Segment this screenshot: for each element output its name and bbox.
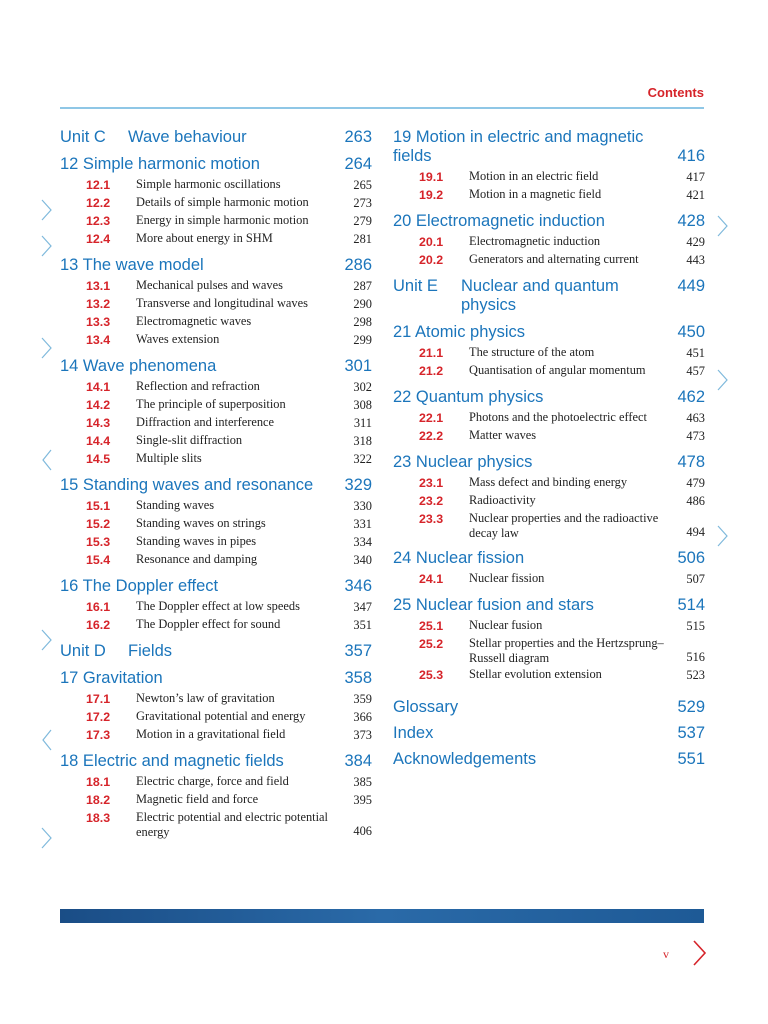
chapter-page: 329 (344, 476, 372, 494)
section-page: 421 (686, 188, 705, 202)
unit-title: Wave behaviour (128, 128, 247, 146)
section-title: Diffraction and interference (136, 415, 275, 429)
chapter-page: 286 (344, 256, 372, 274)
section-title: Standing waves in pipes (136, 534, 257, 548)
section-page: 366 (353, 710, 372, 724)
chapter-title: 25 Nuclear fusion and stars (393, 596, 594, 614)
section-page: 279 (353, 214, 372, 228)
section-row[interactable] (393, 510, 705, 541)
section-number: 14.2 (86, 398, 111, 412)
chapter-heading[interactable] (393, 453, 705, 472)
section-list (60, 176, 372, 248)
section-title: The Doppler effect at low speeds (136, 599, 300, 613)
section-title: Electromagnetic waves (136, 314, 252, 328)
section-page: 479 (686, 476, 705, 490)
unit-page: 357 (344, 642, 372, 660)
section-row[interactable] (60, 533, 372, 551)
chapter-heading[interactable] (393, 549, 705, 568)
chapter-title: 17 Gravitation (60, 669, 163, 687)
section-number: 20.1 (419, 235, 444, 249)
section-number: 17.1 (86, 692, 111, 706)
section-row[interactable] (60, 726, 372, 744)
section-row[interactable] (60, 432, 372, 450)
section-page: 331 (353, 517, 372, 531)
section-page: 334 (353, 535, 372, 549)
section-title: Gravitational potential and energy (136, 709, 306, 723)
page-header-title: Contents (647, 85, 704, 100)
section-title: Newton’s law of gravitation (136, 691, 275, 705)
section-title: Stellar evolution extension (469, 667, 602, 681)
section-number: 12.3 (86, 214, 111, 228)
unit-label: Unit D (60, 642, 106, 660)
section-list (393, 344, 705, 380)
section-title: More about energy in SHM (136, 231, 273, 245)
back-matter-entry[interactable] (393, 720, 705, 746)
section-title: Multiple slits (136, 451, 202, 465)
section-row[interactable] (60, 773, 372, 791)
section-number: 13.2 (86, 297, 111, 311)
unit-title: Fields (128, 642, 173, 660)
section-title: Motion in a gravitational field (136, 727, 286, 741)
section-row[interactable] (60, 791, 372, 809)
section-list (393, 168, 705, 204)
chapter-page: 506 (677, 549, 705, 567)
section-page: 417 (686, 170, 705, 184)
chapter-title: 16 The Doppler effect (60, 577, 219, 595)
section-title: Mass defect and binding energy (469, 475, 628, 489)
section-page: 523 (686, 668, 705, 682)
margin-chevron-icon (716, 368, 730, 392)
unit-page: 449 (677, 277, 705, 295)
section-number: 20.2 (419, 253, 444, 267)
chapter-page: 346 (344, 577, 372, 595)
section-number: 19.2 (419, 188, 444, 202)
section-number: 25.1 (419, 619, 444, 633)
section-number: 22.2 (419, 429, 444, 443)
section-page: 322 (353, 452, 372, 466)
unit-heading[interactable] (60, 128, 372, 147)
section-page: 273 (353, 196, 372, 210)
chapter-page: 264 (344, 155, 372, 173)
chapter-heading[interactable] (393, 323, 705, 342)
section-row[interactable] (60, 551, 372, 569)
section-page: 290 (353, 297, 372, 311)
section-row[interactable] (393, 427, 705, 445)
section-number: 15.3 (86, 535, 111, 549)
section-page: 318 (353, 434, 372, 448)
section-number: 12.4 (86, 232, 111, 246)
section-page: 340 (353, 553, 372, 567)
section-title: Radioactivity (469, 493, 536, 507)
section-row[interactable] (393, 251, 705, 269)
section-title: Reflection and refraction (136, 379, 260, 393)
section-row[interactable] (60, 378, 372, 396)
section-number: 13.4 (86, 333, 111, 347)
section-number: 12.1 (86, 178, 111, 192)
footer-bar (60, 909, 704, 923)
section-number: 25.3 (419, 668, 444, 682)
section-page: 302 (353, 380, 372, 394)
chapter-title: 14 Wave phenomena (60, 357, 217, 375)
section-title: Nuclear fission (469, 571, 545, 585)
section-number: 14.3 (86, 416, 111, 430)
unit-title: Nuclear and quantum physics (461, 277, 619, 314)
section-page: 457 (686, 364, 705, 378)
section-number: 13.3 (86, 315, 111, 329)
section-page: 516 (686, 650, 705, 664)
back-matter-page: 551 (677, 750, 705, 768)
section-title: Simple harmonic oscillations (136, 177, 281, 191)
section-page: 451 (686, 346, 705, 360)
section-row[interactable] (60, 515, 372, 533)
section-number: 16.2 (86, 618, 111, 632)
section-row[interactable] (60, 708, 372, 726)
chapter-page: 384 (344, 752, 372, 770)
chapter-title: 18 Electric and magnetic fields (60, 752, 284, 770)
section-page: 385 (353, 775, 372, 789)
chapter-page: 301 (344, 357, 372, 375)
section-number: 15.2 (86, 517, 111, 531)
section-list (60, 773, 372, 840)
section-page: 311 (353, 416, 372, 430)
back-matter-title: Index (393, 724, 434, 742)
section-title: Photons and the photoelectric effect (469, 410, 648, 424)
section-row[interactable] (393, 635, 705, 666)
page-number: v (663, 947, 669, 961)
unit-label: Unit E (393, 277, 438, 295)
section-list (393, 409, 705, 445)
section-row[interactable] (60, 194, 372, 212)
section-row[interactable] (60, 396, 372, 414)
section-title: The structure of the atom (469, 345, 595, 359)
section-number: 15.4 (86, 553, 111, 567)
chapter-heading[interactable] (393, 596, 705, 615)
margin-chevron-icon (40, 198, 54, 222)
section-title: Standing waves on strings (136, 516, 266, 530)
back-matter-page: 537 (677, 724, 705, 742)
chapter-heading[interactable] (393, 128, 705, 166)
chapter-page: 428 (677, 212, 705, 230)
chapter-heading[interactable] (393, 212, 705, 231)
section-title: Mechanical pulses and waves (136, 278, 283, 292)
section-number: 23.1 (419, 476, 444, 490)
chapter-heading[interactable] (60, 669, 372, 688)
section-number: 15.1 (86, 499, 111, 513)
section-row[interactable] (393, 362, 705, 380)
next-page-arrow-icon[interactable] (690, 938, 710, 968)
unit-page: 263 (344, 128, 372, 146)
section-page: 347 (353, 600, 372, 614)
section-page: 373 (353, 728, 372, 742)
section-number: 24.1 (419, 572, 444, 586)
section-page: 287 (353, 279, 372, 293)
contents-right-column (393, 128, 705, 772)
section-row[interactable] (393, 570, 705, 588)
section-row[interactable] (60, 295, 372, 313)
section-page: 330 (353, 499, 372, 513)
section-title: Magnetic field and force (136, 792, 259, 806)
section-page: 443 (686, 253, 705, 267)
section-number: 13.1 (86, 279, 111, 293)
section-row[interactable] (60, 176, 372, 194)
section-row[interactable] (393, 168, 705, 186)
section-page: 281 (353, 232, 372, 246)
section-list (393, 233, 705, 269)
section-page: 299 (353, 333, 372, 347)
margin-chevron-icon (40, 234, 54, 258)
section-title: Single-slit diffraction (136, 433, 243, 447)
section-title: The principle of superposition (136, 397, 286, 411)
chapter-title: 23 Nuclear physics (393, 453, 533, 471)
section-number: 21.2 (419, 364, 444, 378)
section-row[interactable] (393, 409, 705, 427)
section-page: 463 (686, 411, 705, 425)
section-list (393, 570, 705, 588)
section-number: 17.2 (86, 710, 111, 724)
section-list (60, 690, 372, 744)
section-title: Details of simple harmonic motion (136, 195, 309, 209)
section-row[interactable] (60, 212, 372, 230)
section-title: Motion in an electric field (469, 169, 599, 183)
chapter-heading[interactable] (60, 256, 372, 275)
section-page: 429 (686, 235, 705, 249)
section-row[interactable] (60, 450, 372, 468)
section-list (60, 277, 372, 349)
section-number: 23.2 (419, 494, 444, 508)
chapter-title: 21 Atomic physics (393, 323, 526, 341)
chapter-page: 514 (677, 596, 705, 614)
section-number: 16.1 (86, 600, 111, 614)
back-matter-title: Acknowledgements (393, 750, 537, 768)
chapter-title: 15 Standing waves and resonance (60, 476, 314, 494)
section-page: 298 (353, 315, 372, 329)
section-row[interactable] (393, 666, 705, 684)
chapter-heading[interactable] (60, 155, 372, 174)
back-matter-entry[interactable] (393, 746, 705, 772)
section-number: 23.3 (419, 512, 444, 526)
section-page: 494 (686, 525, 705, 539)
section-row[interactable] (393, 233, 705, 251)
back-matter-title: Glossary (393, 698, 459, 716)
section-row[interactable] (393, 474, 705, 492)
section-number: 18.2 (86, 793, 111, 807)
chapter-title: 19 Motion in electric and magnetic fields (393, 128, 644, 165)
chapter-title: 22 Quantum physics (393, 388, 544, 406)
chapter-page: 450 (677, 323, 705, 341)
section-title: Nuclear fusion (469, 618, 543, 632)
chapter-heading[interactable] (60, 577, 372, 596)
section-number: 14.4 (86, 434, 111, 448)
section-title: Standing waves (136, 498, 215, 512)
chapter-heading[interactable] (60, 357, 372, 376)
chapter-title: 13 The wave model (60, 256, 204, 274)
section-page: 351 (353, 618, 372, 632)
section-number: 14.1 (86, 380, 111, 394)
chapter-page: 462 (677, 388, 705, 406)
chapter-title: 20 Electromagnetic induction (393, 212, 605, 230)
section-title: Matter waves (469, 428, 537, 442)
chapter-title: 24 Nuclear fission (393, 549, 525, 567)
section-title: Stellar properties and the Hertzsprung–Russell diagram (469, 636, 664, 665)
section-row[interactable] (393, 617, 705, 635)
header-rule (60, 107, 704, 109)
unit-label: Unit C (60, 128, 106, 146)
margin-chevron-icon (40, 448, 54, 472)
section-number: 25.2 (419, 637, 444, 651)
section-page: 486 (686, 494, 705, 508)
section-page: 359 (353, 692, 372, 706)
margin-chevron-icon (40, 826, 54, 850)
margin-chevron-icon (716, 214, 730, 238)
section-row[interactable] (60, 598, 372, 616)
chapter-title: 12 Simple harmonic motion (60, 155, 260, 173)
section-list (393, 474, 705, 541)
unit-heading[interactable] (60, 642, 372, 661)
section-row[interactable] (60, 331, 372, 349)
section-page: 406 (353, 824, 372, 838)
section-page: 265 (353, 178, 372, 192)
section-title: Energy in simple harmonic motion (136, 213, 309, 227)
section-title: Nuclear properties and the radioactive decay law (469, 511, 659, 540)
margin-chevron-icon (40, 628, 54, 652)
margin-chevron-icon (40, 728, 54, 752)
section-title: Quantisation of angular momentum (469, 363, 646, 377)
section-number: 21.1 (419, 346, 444, 360)
section-list (60, 598, 372, 634)
section-row[interactable] (393, 492, 705, 510)
section-page: 308 (353, 398, 372, 412)
section-number: 17.3 (86, 728, 111, 742)
section-row[interactable] (60, 497, 372, 515)
section-number: 14.5 (86, 452, 111, 466)
section-row[interactable] (60, 414, 372, 432)
chapter-heading[interactable] (393, 388, 705, 407)
section-number: 12.2 (86, 196, 111, 210)
section-title: Motion in a magnetic field (469, 187, 602, 201)
section-row[interactable] (393, 186, 705, 204)
section-row[interactable] (60, 690, 372, 708)
chapter-heading[interactable] (60, 752, 372, 771)
section-title: Electric potential and electric potential energy (136, 810, 328, 839)
section-number: 18.3 (86, 811, 111, 825)
section-list (60, 378, 372, 468)
chapter-heading[interactable] (60, 476, 372, 495)
section-title: Electromagnetic induction (469, 234, 601, 248)
section-row[interactable] (60, 277, 372, 295)
section-title: Transverse and longitudinal waves (136, 296, 308, 310)
section-list (393, 617, 705, 684)
section-page: 507 (686, 572, 705, 586)
section-number: 19.1 (419, 170, 444, 184)
section-row[interactable] (60, 230, 372, 248)
section-page: 515 (686, 619, 705, 633)
unit-heading[interactable] (393, 277, 705, 315)
chapter-page: 416 (677, 147, 705, 165)
back-matter-page: 529 (677, 698, 705, 716)
section-row[interactable] (60, 809, 372, 840)
section-title: Generators and alternating current (469, 252, 639, 266)
section-number: 22.1 (419, 411, 444, 425)
back-matter-entry[interactable] (393, 694, 705, 720)
chapter-page: 358 (344, 669, 372, 687)
section-row[interactable] (60, 616, 372, 634)
section-title: Electric charge, force and field (136, 774, 289, 788)
margin-chevron-icon (40, 336, 54, 360)
section-page: 395 (353, 793, 372, 807)
chapter-page: 478 (677, 453, 705, 471)
section-row[interactable] (393, 344, 705, 362)
section-number: 18.1 (86, 775, 111, 789)
section-title: Waves extension (136, 332, 220, 346)
section-page: 473 (686, 429, 705, 443)
contents-left-column (60, 128, 372, 840)
margin-chevron-icon (716, 524, 730, 548)
section-list (60, 497, 372, 569)
section-title: The Doppler effect for sound (136, 617, 281, 631)
section-row[interactable] (60, 313, 372, 331)
section-title: Resonance and damping (136, 552, 258, 566)
